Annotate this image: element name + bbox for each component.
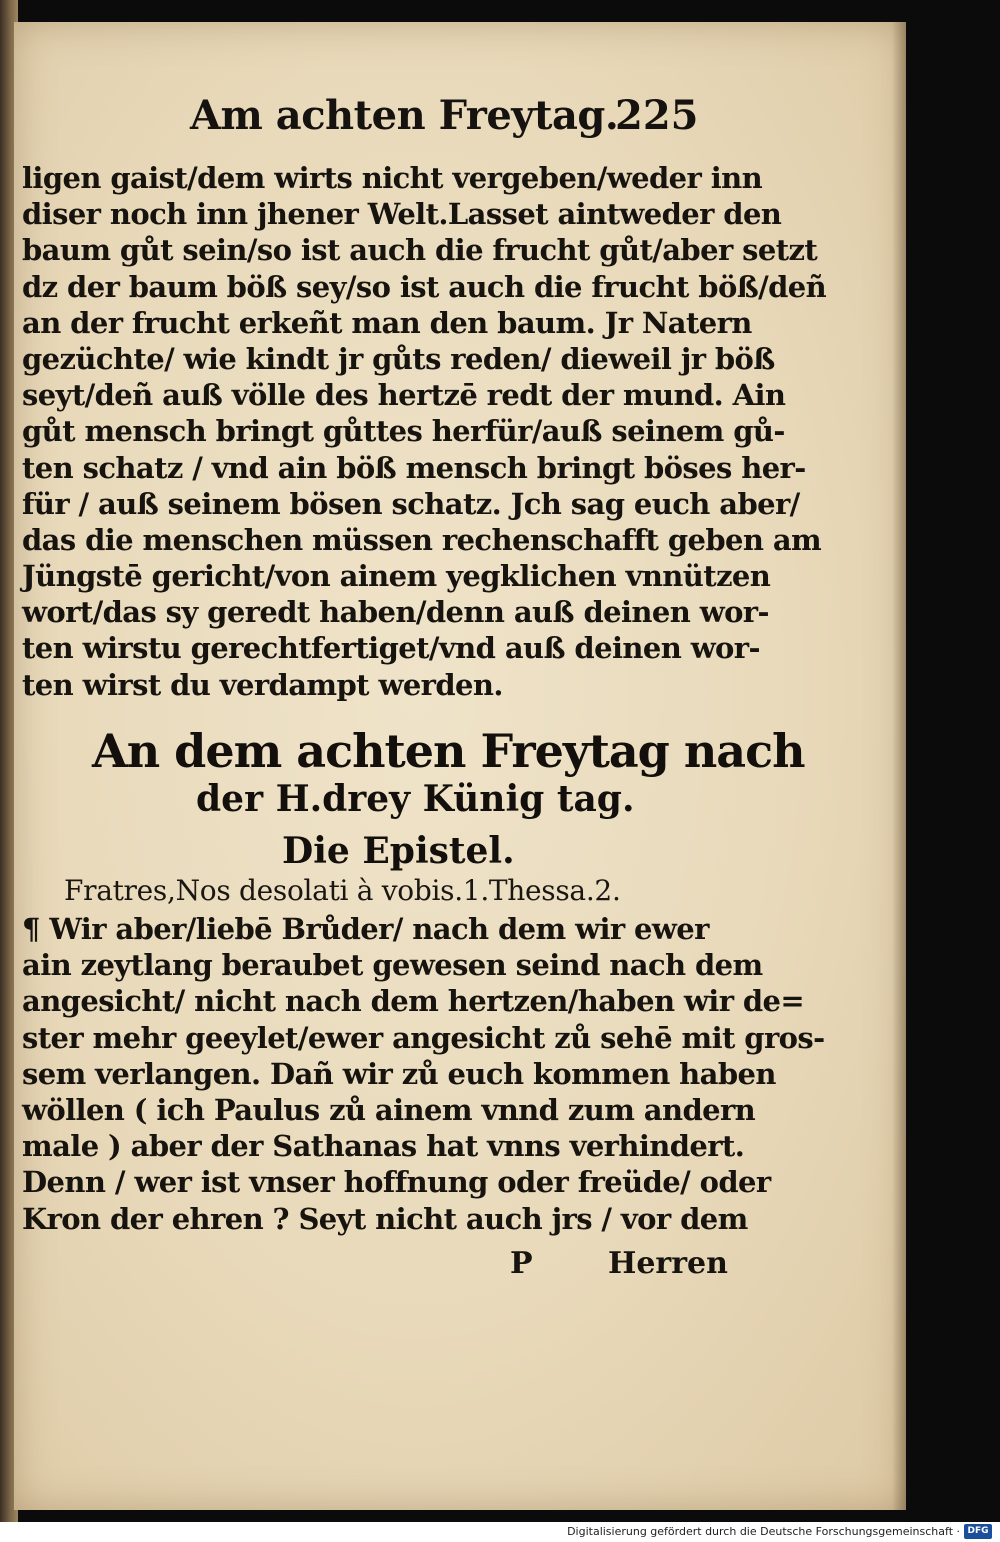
text-line: baum gůt sein/so ist auch die frucht gůt/aber setzt <box>22 233 818 268</box>
catchword: Herren <box>608 1246 728 1281</box>
text-line: ¶ Wir aber/liebē Brůder/ nach dem wir ewer <box>22 912 709 946</box>
text-line: für / auß seinem bösen schatz. Jch sag euch aber/ <box>22 486 800 521</box>
body-text <box>22 160 827 703</box>
text-line: dz der baum böß sey/so ist auch die frucht böß/deñ <box>22 269 827 304</box>
text-line: wöllen ( ich Paulus zů ainem vnnd zum andern <box>22 1092 756 1127</box>
text-line: das die menschen müssen rechenschafft geben am <box>22 522 822 557</box>
text-line: Kron der ehren ? Seyt nicht auch jrs / vor dem <box>22 1201 748 1236</box>
text-line: sem verlangen. Dañ wir zů euch kommen haben <box>22 1056 776 1091</box>
page-header <box>190 92 710 162</box>
page-gutter-shadow <box>892 22 906 1510</box>
text-line: ster mehr geeylet/ewer angesicht zů sehē mit gros- <box>22 1020 825 1055</box>
signature-mark: P <box>510 1246 533 1281</box>
page-number: 225 <box>615 92 699 139</box>
latin-reference: Fratres,Nos desolati à vobis.1.Thessa.2. <box>64 874 621 907</box>
text-line: diser noch inn jhener Welt.Lasset aintweder den <box>22 197 782 232</box>
running-title: Am achten Freytag. <box>190 92 619 139</box>
text-line: angesicht/ nicht nach dem hertzen/haben wir de= <box>22 984 805 1019</box>
credit-bar <box>0 1522 1000 1542</box>
section-heading-line2: der H.drey Künig tag. <box>196 778 635 820</box>
credit-text: Digitalisierung gefördert durch die Deutsche Forschungsgemeinschaft · <box>567 1525 960 1538</box>
text-line: Jüngstē gericht/von ainem yegklichen vnnützen <box>22 559 771 594</box>
text-line: ten wirstu gerechtfertiget/vnd auß deinen wor- <box>22 631 760 666</box>
page-footer-marks <box>500 1246 740 1286</box>
text-line: an der frucht erkeñt man den baum. Jr Natern <box>22 305 752 340</box>
text-line: ten wirst du verdampt werden. <box>22 667 503 702</box>
epistle-subheading: Die Epistel. <box>282 830 515 872</box>
text-line: ten schatz / vnd ain böß mensch bringt böses her- <box>22 450 806 485</box>
text-line: gezüchte/ wie kindt jr gůts reden/ dieweil jr böß <box>22 341 775 376</box>
text-line: wort/das sy geredt haben/denn auß deinen wor- <box>22 595 769 630</box>
dfg-logo: DFG <box>964 1524 992 1539</box>
text-line: ligen gaist/dem wirts nicht vergeben/weder inn <box>22 161 763 195</box>
epistle-text <box>22 912 825 1238</box>
text-line: male ) aber der Sathanas hat vnns verhindert. <box>22 1129 745 1164</box>
text-line: ain zeytlang beraubet gewesen seind nach dem <box>22 948 763 983</box>
text-line: seyt/deñ auß völle des hertzē redt der mund. Ain <box>22 378 786 413</box>
section-heading: An dem achten Freytag nach <box>92 724 805 778</box>
text-line: Denn / wer ist vnser hoffnung oder freüde/ oder <box>22 1165 771 1200</box>
text-line: gůt mensch bringt gůttes herfür/auß seinem gů- <box>22 414 785 449</box>
